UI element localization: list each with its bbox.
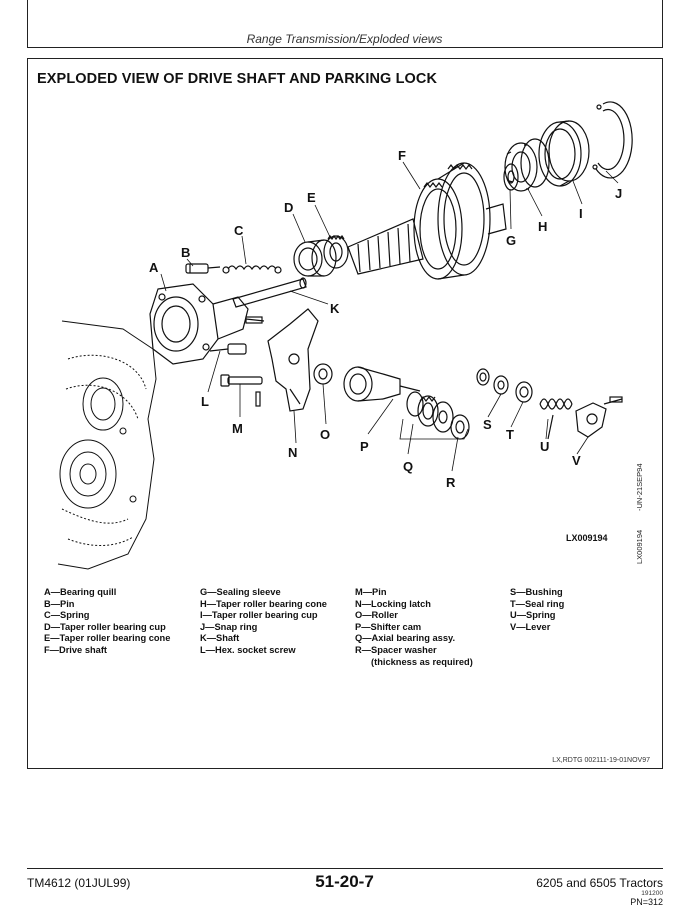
legend-item: M—Pin [355, 587, 387, 597]
figure-side-code-2: LX009194 [635, 529, 644, 564]
legend-item: C—Spring [44, 610, 90, 621]
footer-page-number: 51-20-7 [315, 872, 374, 891]
callout-j: J [615, 186, 623, 201]
legend-item: S—Bushing [510, 587, 563, 597]
legend-item: I—Taper roller bearing cup [200, 610, 318, 621]
legend-item: L—Hex. socket screw [200, 644, 296, 655]
legend-item: N—Locking latch [355, 598, 431, 609]
callout-o: O [320, 427, 331, 442]
legend-item: B—Pin [44, 598, 75, 609]
legend-column-4 [510, 587, 564, 633]
legend-item: (thickness as required) [371, 656, 473, 667]
callout-i: I [579, 206, 583, 221]
callout-n: N [288, 445, 298, 460]
legend-item: V—Lever [510, 621, 551, 632]
callout-q: Q [403, 459, 414, 474]
callout-d: D [284, 200, 294, 215]
legend-item: G—Sealing sleeve [200, 587, 281, 597]
callout-b: B [181, 245, 191, 260]
spring-c-part [223, 266, 281, 273]
reference-code: LX,RDTG 002111-19-01NOV97 [552, 757, 650, 764]
exploded-view-illustration [28, 59, 664, 639]
callout-c: C [234, 223, 244, 238]
footer-pn: PN=312 [630, 897, 663, 907]
legend-column-3 [355, 587, 473, 668]
legend-column-2 [200, 587, 327, 657]
legend-item: E—Taper roller bearing cone [44, 633, 171, 644]
pin-b-part [186, 264, 220, 273]
section-title: Range Transmission/Exploded views [246, 32, 443, 46]
legend-column-1 [44, 587, 170, 657]
spring-u-part [540, 399, 572, 439]
callout-a: A [149, 260, 159, 275]
footer-product-name: 6205 and 6505 Tractors [536, 876, 663, 890]
bearing-cup-d-part [294, 240, 336, 276]
roller-part [314, 364, 332, 384]
content-frame [27, 58, 663, 769]
shaft-k-part [233, 278, 306, 323]
callout-g: G [506, 233, 517, 248]
legend-item: P—Shifter cam [355, 621, 422, 632]
footer-manual-id: TM4612 (01JUL99) [27, 876, 131, 890]
bearing-quill-part [150, 284, 248, 364]
figure-id: LX009194 [566, 533, 608, 543]
legend-item: A—Bearing quill [44, 587, 117, 597]
axial-bearing-assy-part [407, 392, 453, 432]
callout-v: V [572, 453, 581, 468]
legend-item: K—Shaft [200, 633, 240, 644]
figure-side-code-1: -UN-21SEP94 [635, 463, 644, 511]
callout-leaders [161, 162, 618, 471]
pin-m-part [221, 375, 262, 406]
snap-ring-part [593, 102, 632, 178]
drive-shaft-part [348, 163, 506, 279]
legend-item: O—Roller [355, 610, 398, 621]
seal-ring-part [516, 382, 532, 402]
hex-socket-screw-part [210, 344, 246, 354]
locking-latch-part [268, 309, 318, 411]
lever-part [576, 397, 622, 437]
legend-item: T—Seal ring [510, 598, 565, 609]
callout-e: E [307, 190, 316, 205]
spacer-washer-part [451, 415, 469, 439]
callout-l: L [201, 394, 209, 409]
legend-item: D—Taper roller bearing cup [44, 621, 166, 632]
legend-item: R—Spacer washer [355, 644, 437, 655]
callout-u: U [540, 439, 550, 454]
legend-item: F—Drive shaft [44, 644, 108, 655]
callout-h: H [538, 219, 548, 234]
callout-r: R [446, 475, 456, 490]
legend-item: J—Snap ring [200, 621, 258, 632]
callout-k: K [330, 301, 340, 316]
callout-p: P [360, 439, 369, 454]
footer-date-code: 191200 [641, 890, 663, 897]
bushing-part [477, 369, 508, 394]
callout-s: S [483, 417, 492, 432]
callout-f: F [398, 148, 406, 163]
transmission-housing [58, 321, 156, 569]
callout-m: M [232, 421, 243, 436]
legend-item: H—Taper roller bearing cone [200, 598, 327, 609]
page-heading: EXPLODED VIEW OF DRIVE SHAFT AND PARKING LOCK [37, 71, 438, 87]
footer-divider [27, 868, 663, 869]
legend-item: Q—Axial bearing assy. [355, 633, 456, 644]
legend-item: U—Spring [510, 610, 556, 621]
callout-t: T [506, 427, 514, 442]
